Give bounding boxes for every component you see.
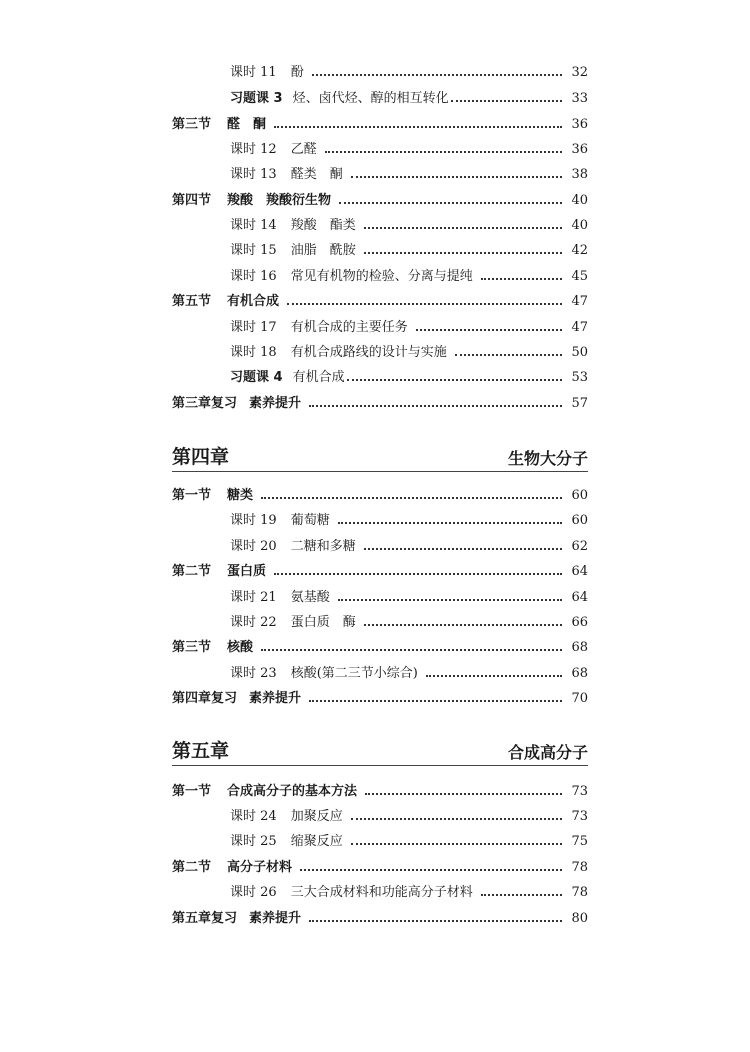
leader-dots [309,700,562,702]
entry-title: 有机合成 [227,294,280,309]
leader-dots [426,675,562,677]
entry-title: 高分子材料 [227,860,293,875]
entry-title: 常见有机物的检验、分离与提纯 [290,269,473,284]
entry-label: 课时 26 [230,885,277,900]
entry-title: 有机合成的主要任务 [290,320,408,335]
page-number: 73 [571,809,588,824]
entry-title: 醛 酮 [227,117,267,132]
entry-label: 课时 22 [230,615,277,630]
page-number: 36 [571,117,588,132]
page-number: 70 [571,691,588,706]
page-number: 50 [571,345,588,360]
entry-label: 课时 20 [230,539,277,554]
toc-entry-lesson-17[interactable] [230,317,588,339]
toc-entry-section-3[interactable] [172,114,588,136]
entry-title: 合成高分子的基本方法 [227,784,358,799]
entry-label: 第五节 [172,294,212,309]
toc-entry-chapter3-review[interactable] [172,393,588,415]
entry-title: 羧酸 酯类 [290,218,356,233]
entry-title: 有机合成路线的设计与实施 [290,345,447,360]
toc-entry-lesson-12[interactable] [230,139,588,161]
entry-label: 课时 17 [230,320,277,335]
page-number: 32 [571,65,588,80]
leader-dots [300,869,562,871]
entry-label: 课时 12 [230,142,277,157]
page-number: 60 [571,513,588,528]
entry-title: 缩聚反应 [290,834,343,849]
entry-title: 葡萄糖 [290,513,330,528]
entry-title: 酚 [290,65,304,80]
leader-dots [309,920,562,922]
entry-title: 蛋白质 [227,564,267,579]
entry-title: 三大合成材料和功能高分子材料 [290,885,473,900]
toc-entry-lesson-19[interactable] [230,510,588,532]
entry-label: 课时 23 [230,666,277,681]
toc-entry-practice-3[interactable] [230,88,588,110]
chapter-name: 生物大分子 [507,449,588,468]
leader-dots [481,278,562,280]
entry-label: 课时 25 [230,834,277,849]
page-number: 53 [571,370,588,385]
entry-label: 第四章复习 [172,691,238,706]
entry-title: 有机合成 [292,370,345,385]
toc-entry-lesson-20[interactable] [230,536,588,558]
leader-dots [274,573,562,575]
leader-dots [325,151,562,153]
chapter-4-header [172,442,588,472]
page-number: 45 [571,269,588,284]
page-number: 42 [571,243,588,258]
entry-title: 蛋白质 酶 [290,615,356,630]
leader-dots [455,354,562,356]
entry-title: 糖类 [227,488,254,503]
leader-dots [351,176,562,178]
page-number: 36 [571,142,588,157]
entry-title: 氨基酸 [290,590,330,605]
toc-entry-lesson-24[interactable] [230,806,588,828]
entry-label: 第三节 [172,640,212,655]
page-number: 66 [571,615,588,630]
entry-title: 二糖和多糖 [290,539,356,554]
leader-dots [351,818,562,820]
entry-label: 课时 16 [230,269,277,284]
chapter-name: 合成高分子 [507,743,588,762]
toc-entry-lesson-11[interactable] [230,62,588,84]
toc-entry-lesson-15[interactable] [230,240,588,262]
entry-label: 课时 13 [230,167,277,182]
page-number: 75 [571,834,588,849]
entry-label: 第二节 [172,564,212,579]
page-number: 62 [571,539,588,554]
page-number: 64 [571,564,588,579]
toc-entry-lesson-25[interactable] [230,831,588,853]
entry-label: 习题课 3 [230,91,283,106]
leader-dots [365,793,562,795]
page-number: 40 [571,193,588,208]
leader-dots [364,548,562,550]
page-number: 68 [571,666,588,681]
leader-dots [451,100,562,102]
leader-dots [364,252,562,254]
leader-dots [416,329,562,331]
leader-dots [339,202,562,204]
toc-entry-section-4[interactable] [172,190,588,212]
page-number: 73 [571,784,588,799]
entry-label: 课时 19 [230,513,277,528]
toc-entry-lesson-14[interactable] [230,215,588,237]
entry-label: 第三节 [172,117,212,132]
toc-entry-section-5[interactable] [172,291,588,313]
leader-dots [347,379,562,381]
toc-entry-section-2b[interactable] [172,857,588,879]
chapter-number: 第四章 [172,446,230,468]
entry-label: 课时 24 [230,809,277,824]
chapter-number: 第五章 [172,740,230,762]
entry-label: 课时 21 [230,590,277,605]
leader-dots [274,126,562,128]
leader-dots [364,227,562,229]
entry-title: 素养提升 [249,691,302,706]
entry-label: 第三章复习 [172,396,238,411]
toc-entry-lesson-21[interactable] [230,587,588,609]
entry-label: 课时 14 [230,218,277,233]
leader-dots [261,649,562,651]
entry-label: 第一节 [172,784,212,799]
page-number: 33 [571,91,588,106]
leader-dots [287,303,562,305]
entry-title: 素养提升 [249,911,302,926]
entry-title: 加聚反应 [290,809,343,824]
toc-entry-section-1b[interactable] [172,781,588,803]
entry-title: 核酸 [227,640,254,655]
chapter-5-header [172,736,588,766]
page-number: 40 [571,218,588,233]
chapter-rule [172,471,588,472]
leader-dots [338,599,562,601]
toc-entry-section-3b[interactable] [172,637,588,659]
toc-entry-section-1[interactable] [172,485,588,507]
entry-title: 素养提升 [249,396,302,411]
toc-entry-section-2[interactable] [172,561,588,583]
toc-entry-lesson-26[interactable] [230,882,588,904]
entry-title: 核酸(第二三节小综合) [290,666,418,681]
page-number: 60 [571,488,588,503]
leader-dots [261,497,562,499]
page-number: 38 [571,167,588,182]
entry-label: 习题课 4 [230,370,283,385]
entry-title: 乙醛 [290,142,317,157]
entry-label: 课时 15 [230,243,277,258]
leader-dots [338,522,562,524]
leader-dots [364,624,562,626]
page-number: 68 [571,640,588,655]
leader-dots [312,74,562,76]
leader-dots [309,405,562,407]
page-number: 47 [571,320,588,335]
entry-title: 油脂 酰胺 [290,243,356,258]
leader-dots [351,843,562,845]
entry-title: 醛类 酮 [290,167,343,182]
entry-label: 课时 11 [230,65,277,80]
page-number: 78 [571,885,588,900]
leader-dots [481,894,562,896]
toc-entry-lesson-22[interactable] [230,612,588,634]
page-number: 57 [571,396,588,411]
entry-title: 羧酸 羧酸衍生物 [227,193,332,208]
entry-label: 第一节 [172,488,212,503]
toc-entry-lesson-18[interactable] [230,342,588,364]
toc-entry-lesson-23[interactable] [230,663,588,685]
page-number: 78 [571,860,588,875]
toc-entry-chapter5-review[interactable] [172,908,588,930]
toc-entry-practice-4[interactable] [230,367,588,389]
page-number: 64 [571,590,588,605]
entry-label: 课时 18 [230,345,277,360]
entry-label: 第二节 [172,860,212,875]
toc-entry-lesson-13[interactable] [230,164,588,186]
toc-entry-chapter4-review[interactable] [172,688,588,710]
toc-entry-lesson-16[interactable] [230,266,588,288]
chapter-rule [172,765,588,766]
entry-label: 第五章复习 [172,911,238,926]
entry-label: 第四节 [172,193,212,208]
page-number: 80 [571,911,588,926]
entry-title: 烃、卤代烃、醇的相互转化 [292,91,449,106]
page-number: 47 [571,294,588,309]
